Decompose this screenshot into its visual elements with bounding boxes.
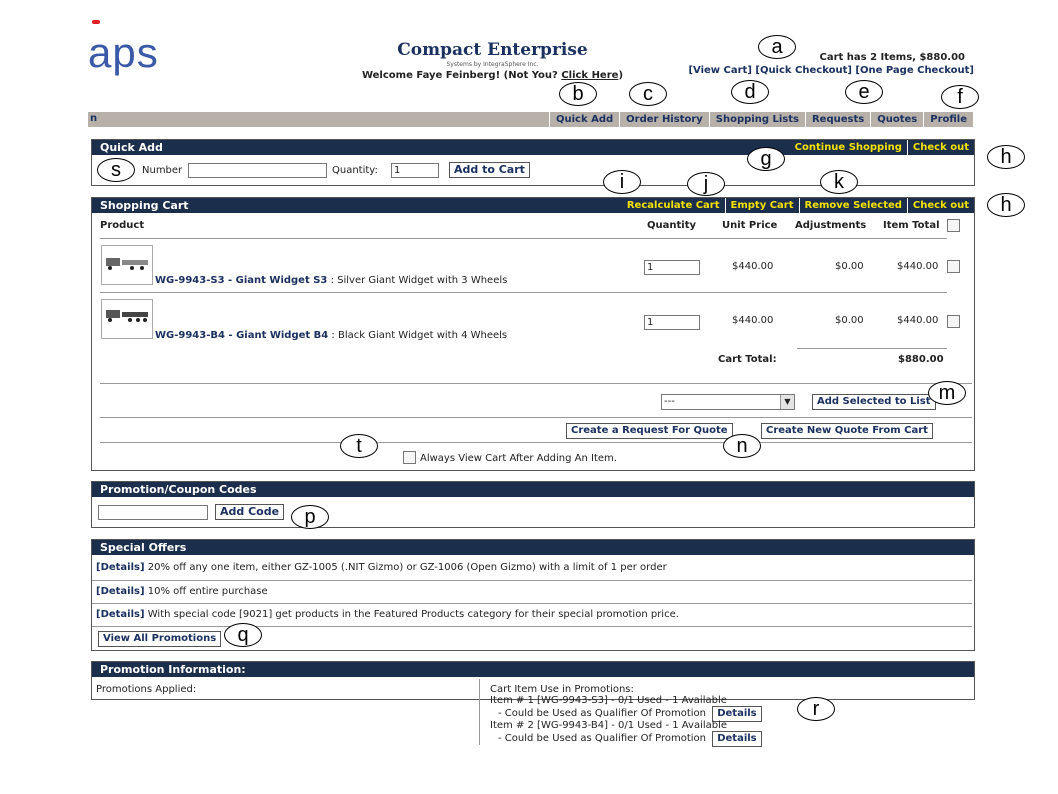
product-line <box>155 275 507 286</box>
quick-add-header <box>92 140 974 155</box>
offers-title: Special Offers <box>100 541 187 554</box>
logo-accent <box>92 20 100 24</box>
qualifier-text: - Could be Used as Qualifier Of Promotion <box>498 733 707 744</box>
col-item-total: Item Total <box>883 220 940 231</box>
welcome-close: ) <box>618 70 624 81</box>
callout-f: f <box>941 85 979 109</box>
product-line <box>155 330 507 341</box>
product-thumbnail[interactable] <box>101 245 153 285</box>
add-selected-to-list-button[interactable]: Add Selected to List <box>812 394 936 410</box>
nav-items <box>549 112 973 127</box>
offer-text: With special code [9021] get products in the Featured Products category for their special promotion price. <box>147 609 679 620</box>
unit-price: $440.00 <box>732 261 774 272</box>
callout-i: i <box>603 170 641 194</box>
adjustments: $0.00 <box>835 315 864 326</box>
callout-n: n <box>723 434 761 458</box>
quick-add-title: Quick Add <box>100 141 163 154</box>
callout-m: m <box>928 381 966 405</box>
nav-left-fragment: n <box>90 113 98 124</box>
quick-add-checkout-link[interactable]: Check out <box>907 140 974 155</box>
nav-order-history[interactable]: Order History <box>619 112 709 127</box>
view-all-promotions-button[interactable]: View All Promotions <box>98 631 221 647</box>
callout-p: p <box>291 505 329 529</box>
callout-h: h <box>987 193 1025 217</box>
add-code-button[interactable]: Add Code <box>215 504 284 520</box>
item-total: $440.00 <box>897 261 939 272</box>
callout-e: e <box>845 80 883 104</box>
product-thumbnail[interactable] <box>101 299 153 339</box>
col-unit-price: Unit Price <box>722 220 778 231</box>
details-link[interactable]: [Details] <box>96 609 145 620</box>
details-button[interactable]: Details <box>712 731 761 747</box>
offer-text: 20% off any one item, either GZ-1005 (.NIT Gizmo) or GZ-1006 (Open Gizmo) with a limit of 1 per order <box>147 562 667 573</box>
offer-row <box>96 586 268 597</box>
callout-r: r <box>797 697 835 721</box>
coupon-code-input[interactable] <box>98 505 208 520</box>
item-total: $440.00 <box>897 315 939 326</box>
adjustments: $0.00 <box>835 261 864 272</box>
divider <box>100 292 947 293</box>
always-view-checkbox[interactable] <box>403 451 416 464</box>
recalculate-cart-link[interactable]: Recalculate Cart <box>626 200 720 211</box>
promo-info-title: Promotion Information: <box>100 663 246 676</box>
divider <box>92 580 972 581</box>
promo-item: Item # 1 [WG-9943-S3] - 0/1 Used - 1 Available <box>490 695 727 706</box>
promo-info-header <box>92 662 974 677</box>
byline: Systems by IntegraSphere Inc. <box>446 61 539 68</box>
divider <box>100 383 972 384</box>
callout-q: q <box>224 623 262 647</box>
logo: aps <box>88 29 159 76</box>
number-label: Number <box>142 165 183 176</box>
item-select-checkbox[interactable] <box>947 315 960 328</box>
callout-c: c <box>629 82 667 106</box>
quantity-input[interactable]: 1 <box>644 315 700 330</box>
column-divider <box>479 679 480 745</box>
quantity-label: Quantity: <box>332 165 378 176</box>
use-title: Cart Item Use in Promotions: <box>490 684 634 695</box>
qualifier-row <box>490 706 762 720</box>
col-product: Product <box>100 220 145 231</box>
always-view-label: Always View Cart After Adding An Item. <box>420 453 617 464</box>
divider <box>100 417 972 418</box>
callout-h: h <box>987 145 1025 169</box>
nav-requests[interactable]: Requests <box>805 112 870 127</box>
details-button[interactable]: Details <box>712 706 761 722</box>
shopping-list-select[interactable] <box>661 394 795 410</box>
offers-header <box>92 540 974 555</box>
new-quote-button[interactable]: Create New Quote From Cart <box>761 423 933 439</box>
details-link[interactable]: [Details] <box>96 562 145 573</box>
welcome-text: Welcome Faye Feinberg! (Not You? <box>361 70 558 81</box>
truck-icon <box>102 246 152 284</box>
select-all-checkbox[interactable] <box>947 219 960 232</box>
continue-shopping-link[interactable]: Continue Shopping <box>794 142 902 153</box>
item-number-input[interactable] <box>188 163 327 178</box>
cart-title: Shopping Cart <box>100 199 189 212</box>
divider <box>100 238 947 239</box>
cart-total-value: $880.00 <box>898 354 944 365</box>
callout-k: k <box>820 170 858 194</box>
callout-d: d <box>731 80 769 104</box>
cart-checkout-link[interactable]: Check out <box>907 198 974 213</box>
col-adjustments: Adjustments <box>795 220 867 231</box>
cart-total-label: Cart Total: <box>718 354 777 365</box>
site-header <box>330 40 655 81</box>
unit-price: $440.00 <box>732 315 774 326</box>
add-to-cart-button[interactable]: Add to Cart <box>449 162 530 178</box>
offer-row <box>96 609 679 620</box>
item-select-checkbox[interactable] <box>947 260 960 273</box>
company-name: Compact Enterprise <box>397 40 588 60</box>
callout-t: t <box>340 434 378 458</box>
divider <box>797 348 947 349</box>
request-quote-button[interactable]: Create a Request For Quote <box>566 423 733 439</box>
cart-summary: Cart has 2 Items, $880.00 <box>819 52 965 63</box>
callout-j: j <box>687 172 725 196</box>
nav-quotes[interactable]: Quotes <box>870 112 923 127</box>
coupon-header <box>92 482 974 497</box>
product-link[interactable]: WG-9943-S3 - Giant Widget S3 <box>155 275 328 286</box>
coupon-title: Promotion/Coupon Codes <box>100 483 257 496</box>
promo-item: Item # 2 [WG-9943-B4] - 0/1 Used - 1 Available <box>490 720 728 731</box>
offer-text: 10% off entire purchase <box>147 586 268 597</box>
welcome-message <box>330 70 655 81</box>
product-link[interactable]: WG-9943-B4 - Giant Widget B4 <box>155 330 329 341</box>
quick-add-quantity-input[interactable]: 1 <box>391 163 439 178</box>
details-link[interactable]: [Details] <box>96 586 145 597</box>
cart-links[interactable]: [View Cart] [Quick Checkout] [One Page Checkout] <box>688 65 974 76</box>
quantity-input[interactable]: 1 <box>644 260 700 275</box>
qualifier-text: - Could be Used as Qualifier Of Promotion <box>498 708 707 719</box>
shopping-cart-panel <box>91 197 975 471</box>
coupon-panel <box>91 481 975 528</box>
callout-b: b <box>559 82 597 106</box>
qualifier-row <box>490 731 762 745</box>
truck-icon <box>102 300 152 338</box>
product-desc: : Black Giant Widget with 4 Wheels <box>331 330 508 341</box>
callout-a: a <box>758 35 796 59</box>
promotions-applied-label: Promotions Applied: <box>96 684 197 695</box>
empty-cart-link[interactable]: Empty Cart <box>725 198 799 213</box>
remove-selected-link[interactable]: Remove Selected <box>799 198 907 213</box>
select-value: --- <box>664 396 675 407</box>
divider <box>92 603 972 604</box>
offer-row <box>96 562 667 573</box>
product-desc: : Silver Giant Widget with 3 Wheels <box>330 275 508 286</box>
callout-g: g <box>747 147 785 171</box>
nav-shopping-lists[interactable]: Shopping Lists <box>709 112 805 127</box>
col-quantity: Quantity <box>647 220 696 231</box>
nav-quick-add[interactable]: Quick Add <box>549 112 619 127</box>
cart-header <box>92 198 974 213</box>
click-here-link[interactable]: Click Here <box>561 70 619 81</box>
callout-s: s <box>97 158 135 182</box>
divider <box>100 442 972 443</box>
nav-profile[interactable]: Profile <box>923 112 973 127</box>
cart-item-use <box>490 684 762 745</box>
chevron-down-icon[interactable]: ▼ <box>780 395 794 409</box>
divider <box>92 626 972 627</box>
main-nav <box>88 112 973 127</box>
